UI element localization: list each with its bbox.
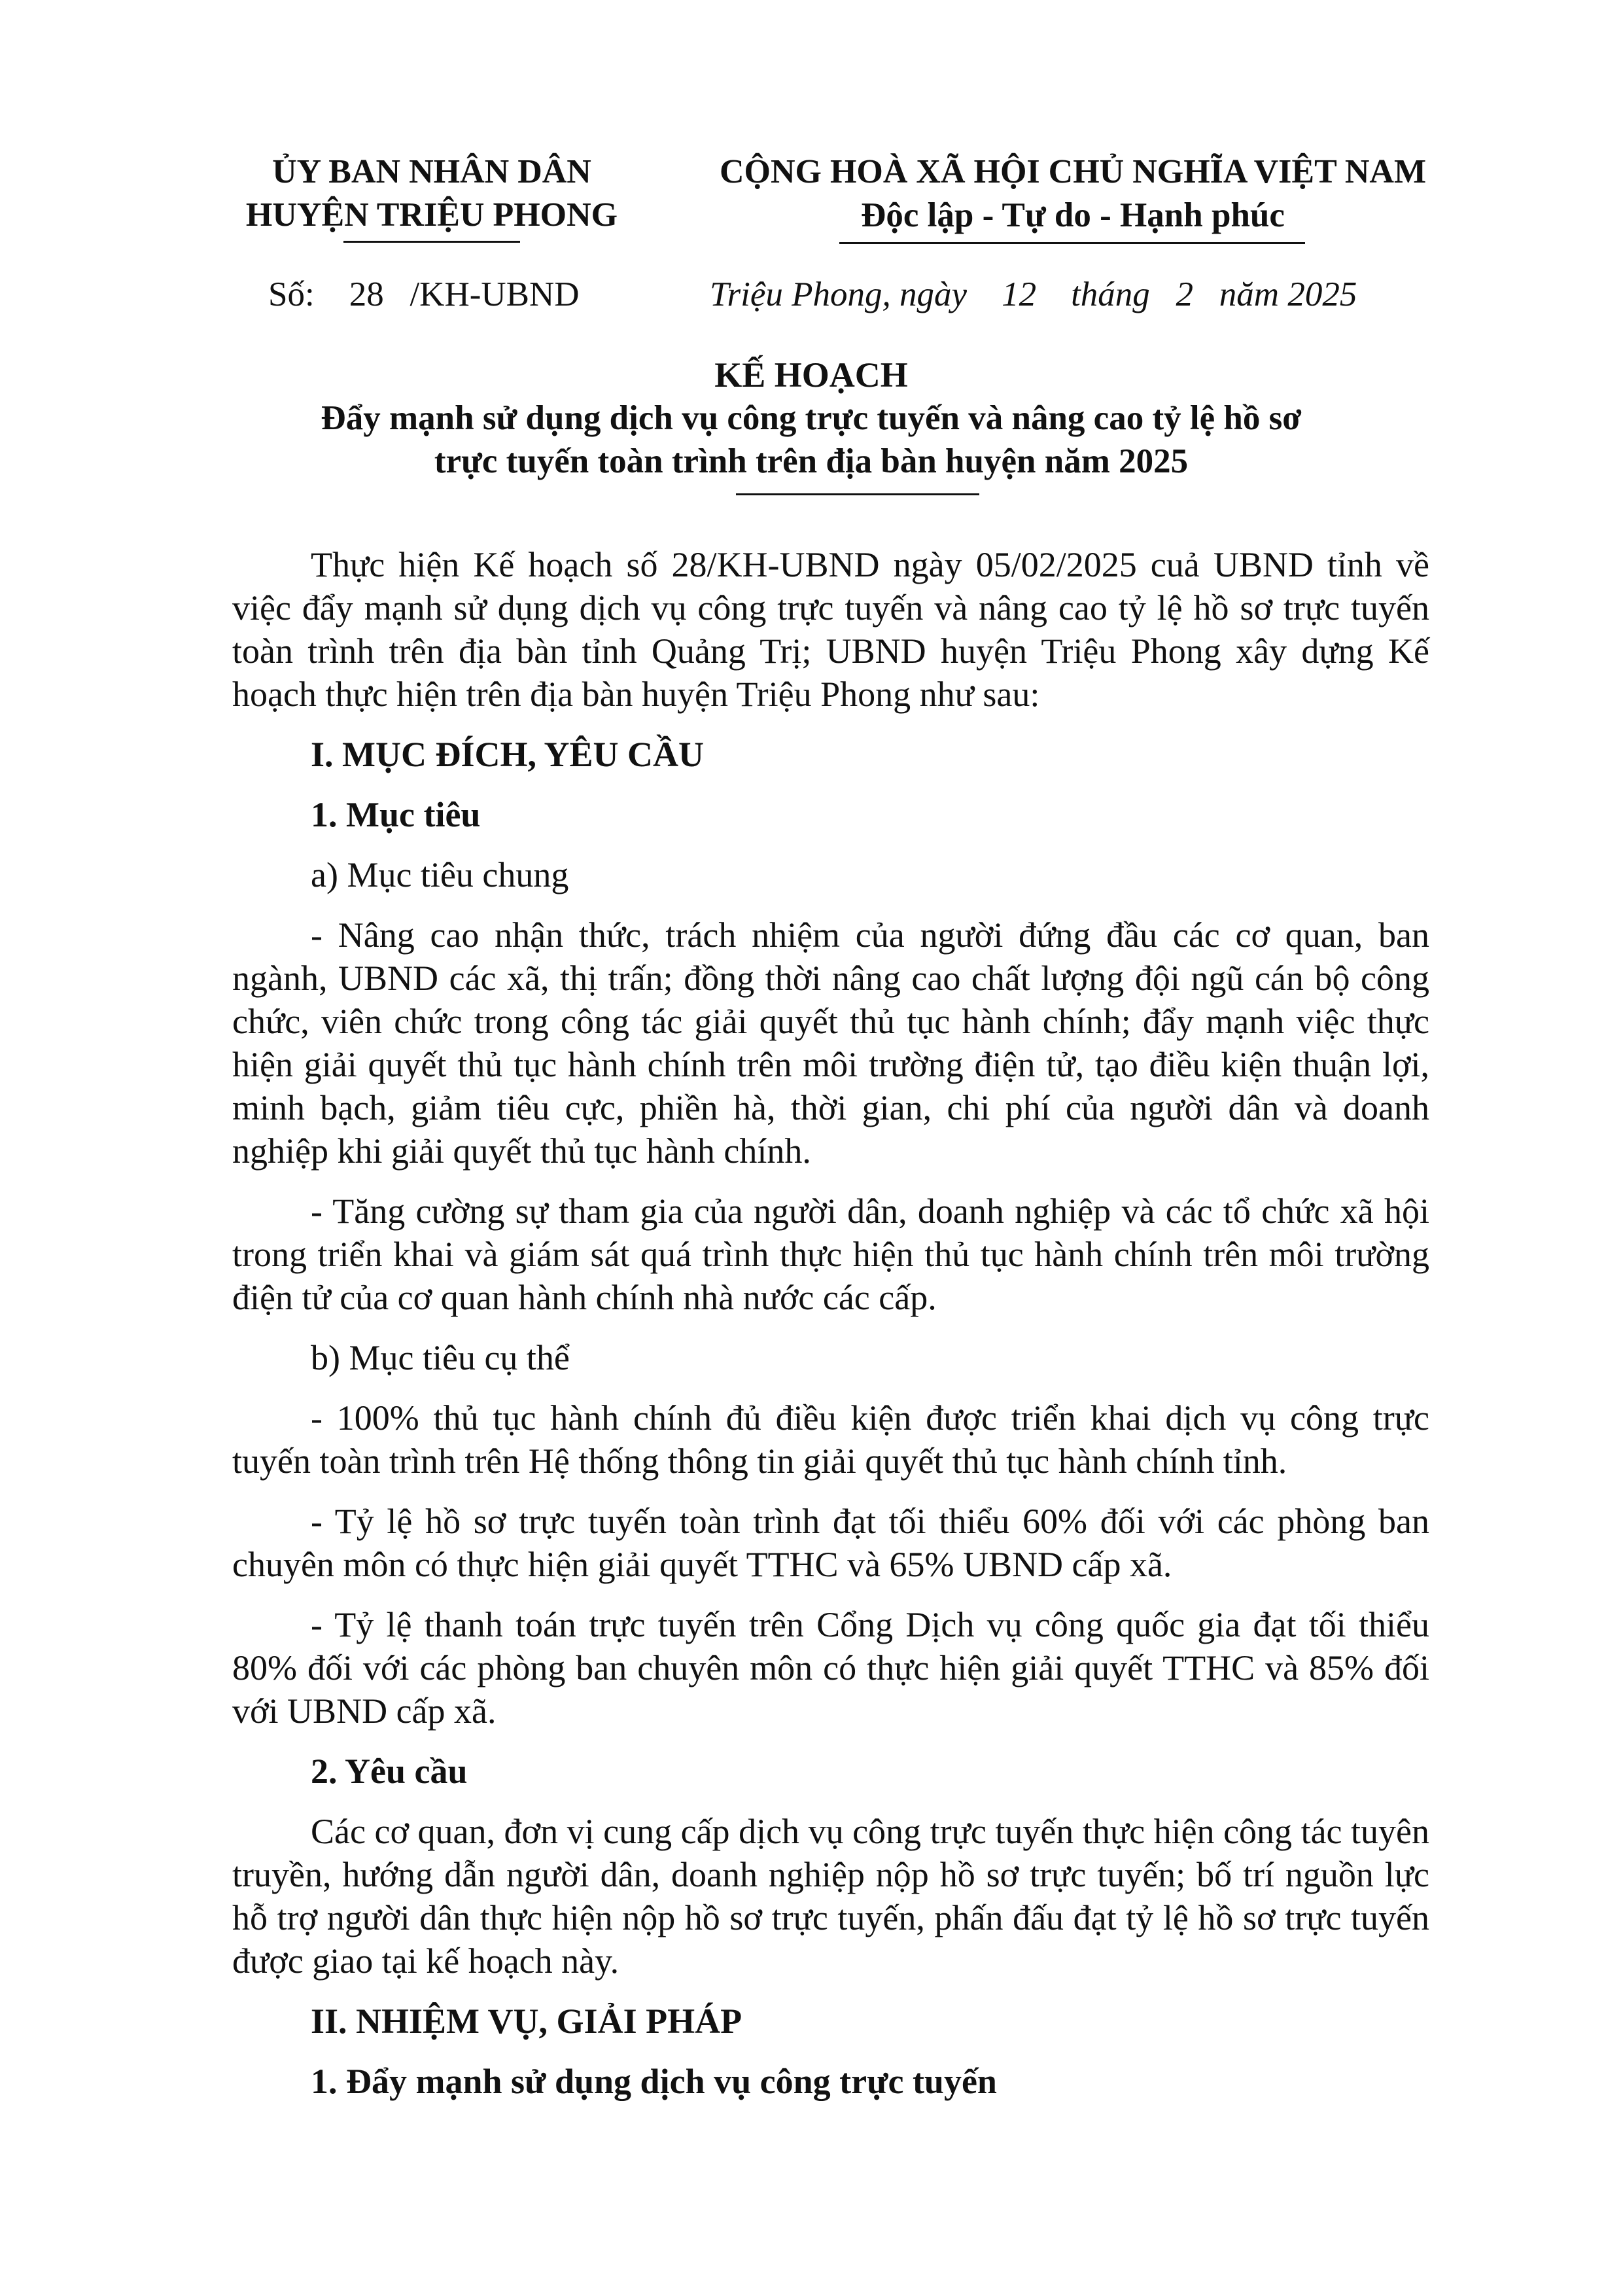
nation-line-1: CỘNG HOÀ XÃ HỘI CHỦ NGHĨA VIỆT NAM bbox=[719, 153, 1427, 190]
document-date: Triệu Phong, ngày 12 tháng 2 năm 2025 bbox=[710, 275, 1357, 313]
national-heading bbox=[687, 150, 1459, 237]
specific-objective-paragraph-1: - 100% thủ tục hành chính đủ điều kiện được triển khai dịch vụ công trực tuyến toàn trình trên Hệ thống thông tin giải quyết thủ tục hành chính tỉnh. bbox=[232, 1398, 1429, 1481]
section-2-item-1-heading: 1. Đẩy mạnh sử dụng dịch vụ công trực tuyến bbox=[311, 2062, 997, 2101]
specific-objective-label: b) Mục tiêu cụ thể bbox=[311, 1338, 570, 1377]
requirements-paragraph: Các cơ quan, đơn vị cung cấp dịch vụ công trực tuyến thực hiện công tác tuyên truyền, hướng dẫn người dân, doanh nghiệp nộp hồ sơ trực tuyến; bố trí nguồn lực hỗ trợ người dân thực hiện nộp hồ sơ trực tuyến, phấn đấu đạt tỷ lệ hồ sơ trực tuyến được giao tại kế hoạch này. bbox=[232, 1812, 1429, 1981]
specific-objective-paragraph-3: - Tỷ lệ thanh toán trực tuyến trên Cổng Dịch vụ công quốc gia đạt tối thiểu 80% đối với các phòng ban chuyên môn có thực hiện giải quyết TTHC và 85% đối với UBND cấp xã. bbox=[232, 1605, 1429, 1731]
section-1-item-1-heading: 1. Mục tiêu bbox=[311, 795, 481, 834]
intro-paragraph: Thực hiện Kế hoạch số 28/KH-UBND ngày 05/02/2025 cuả UBND tỉnh về việc đẩy mạnh sử dụng dịch vụ công trực tuyến và nâng cao tỷ lệ hồ sơ trực tuyến toàn trình trên địa bàn tỉnh Quảng Trị; UBND huyện Triệu Phong xây dựng Kế hoạch thực hiện trên địa bàn huyện Triệu Phong như sau: bbox=[232, 545, 1429, 714]
title-kind: KẾ HOẠCH bbox=[714, 355, 908, 395]
agency-underline bbox=[343, 241, 520, 243]
general-objective-paragraph-2: - Tăng cường sự tham gia của người dân, doanh nghiệp và các tổ chức xã hội trong triển khai và giám sát quá trình thực hiện thủ tục hành chính trên môi trường điện tử của cơ quan hành chính nhà nước các cấp. bbox=[232, 1192, 1429, 1317]
document-number: Số: 28 /KH-UBND bbox=[268, 275, 580, 313]
issuing-agency bbox=[222, 150, 641, 237]
nation-motto: Độc lập - Tự do - Hạnh phúc bbox=[861, 196, 1285, 234]
document-title bbox=[196, 353, 1426, 483]
document-body bbox=[232, 543, 1429, 2120]
agency-line-2: HUYỆN TRIỆU PHONG bbox=[245, 196, 618, 234]
motto-underline bbox=[839, 242, 1305, 244]
general-objective-label: a) Mục tiêu chung bbox=[311, 855, 569, 894]
specific-objective-paragraph-2: - Tỷ lệ hồ sơ trực tuyến toàn trình đạt tối thiểu 60% đối với các phòng ban chuyên môn có thực hiện giải quyết TTHC và 65% UBND cấp xã. bbox=[232, 1502, 1429, 1584]
title-line-1: Đẩy mạnh sử dụng dịch vụ công trực tuyến và nâng cao tỷ lệ hồ sơ bbox=[321, 399, 1302, 437]
section-2-heading: II. NHIỆM VỤ, GIẢI PHÁP bbox=[311, 2002, 742, 2041]
agency-line-1: ỦY BAN NHÂN DÂN bbox=[272, 153, 591, 190]
title-underline bbox=[736, 493, 979, 495]
section-1-item-2-heading: 2. Yêu cầu bbox=[311, 1752, 468, 1791]
general-objective-paragraph-1: - Nâng cao nhận thức, trách nhiệm của người đứng đầu các cơ quan, ban ngành, UBND các xã, thị trấn; đồng thời nâng cao chất lượng đội ngũ cán bộ công chức, viên chức trong công tác giải quyết thủ tục hành chính; đẩy mạnh việc thực hiện giải quyết thủ tục hành chính trên môi trường điện tử, tạo điều kiện thuận lợi, minh bạch, giảm tiêu cực, phiền hà, thời gian, chi phí của người dân và doanh nghiệp khi giải quyết thủ tục hành chính. bbox=[232, 915, 1429, 1171]
section-1-heading: I. MỤC ĐÍCH, YÊU CẦU bbox=[311, 735, 704, 774]
title-line-2: trực tuyến toàn trình trên địa bàn huyện năm 2025 bbox=[434, 442, 1189, 480]
